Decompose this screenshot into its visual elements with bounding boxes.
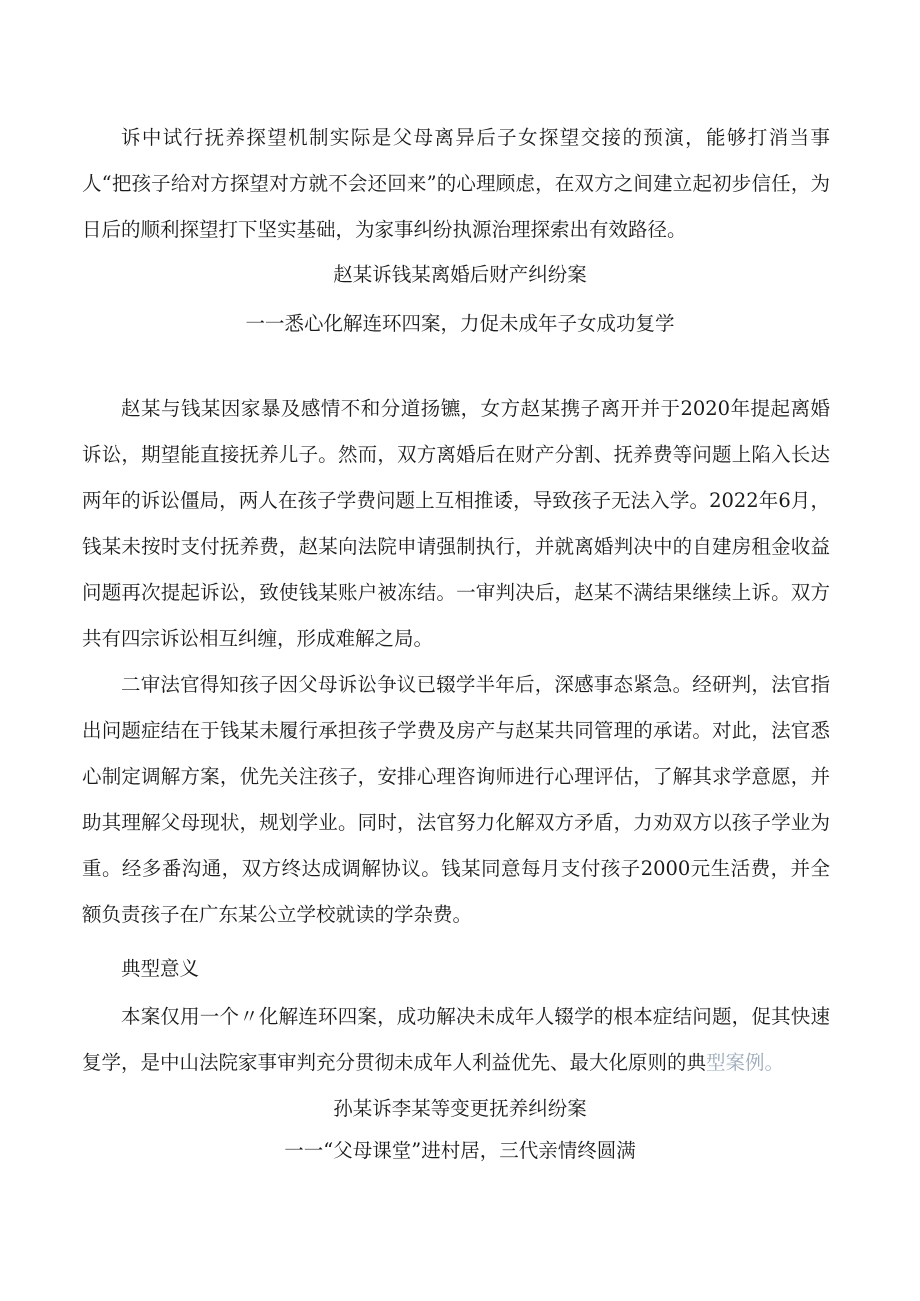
case1-handling-paragraph: 二审法官得知孩子因父母诉讼争议已辍学半年后，深感事态紧急。经研判，法官指出问题症结在于钱某未履行承担孩子学费及房产与赵某共同管理的承诺。对此，法官悉心制定调解方案，优先关注孩子，安排心理咨询师进行心理评估，了解其求学意愿，并助其理解父母现状，规划学业。同时，法官努力化解双方矛盾，力劝双方以孩子学业为重。经多番沟通，双方终达成调解协议。钱某同意每月支付孩子2000元生活费，并全额负责孩子在广东某公立学校就读的学杂费。 bbox=[82, 673, 830, 926]
case2-title: 孙某诉李某等变更抚养纠纷案 bbox=[333, 1097, 587, 1120]
case1-facts-paragraph: 赵某与钱某因家暴及感情不和分道扬镳，女方赵某携子离开并于2020年提起离婚诉讼，期望能直接抚养儿子。然而，双方离婚后在财产分割、抚养费等问题上陷入长达两年的诉讼僵局，两人在孩子学费问题上互相推诿，导致孩子无法入学。2022年6月，钱某未按时支付抚养费，赵某向法院申请强制执行，并就离婚判决中的自建房租金收益问题再次提起诉讼，致使钱某账户被冻结。一审判决后，赵某不满结果继续上诉。双方共有四宗诉讼相互纠缠，形成难解之局。 bbox=[82, 397, 830, 650]
case1-significance-label: 典型意义 bbox=[121, 957, 200, 980]
significance-text: 本案仅用一个〃化解连环四案，成功解决未成年人辍学的根本症结问题，促其快速复学，是中山法院家事审判充分贯彻未成年人利益优先、最大化原则的典 bbox=[82, 1005, 830, 1074]
case1-significance-paragraph bbox=[82, 994, 830, 1086]
case2-subtitle: 一一“父母课堂”进村居，三代亲情终圆满 bbox=[284, 1139, 636, 1162]
case1-subtitle: 一一悉心化解连环四案，力促未成年子女成功复学 bbox=[245, 312, 675, 335]
significance-text-tail: 型案例。 bbox=[706, 1051, 785, 1074]
case1-title: 赵某诉钱某离婚后财产纠纷案 bbox=[333, 263, 587, 286]
intro-paragraph: 诉中试行抚养探望机制实际是父母离异后子女探望交接的预演，能够打消当事人“把孩子给对方探望对方就不会还回来”的心理顾虑，在双方之间建立起初步信任，为日后的顺利探望打下坚实基础，为家事纠纷执源治理探索出有效路径。 bbox=[82, 126, 830, 241]
